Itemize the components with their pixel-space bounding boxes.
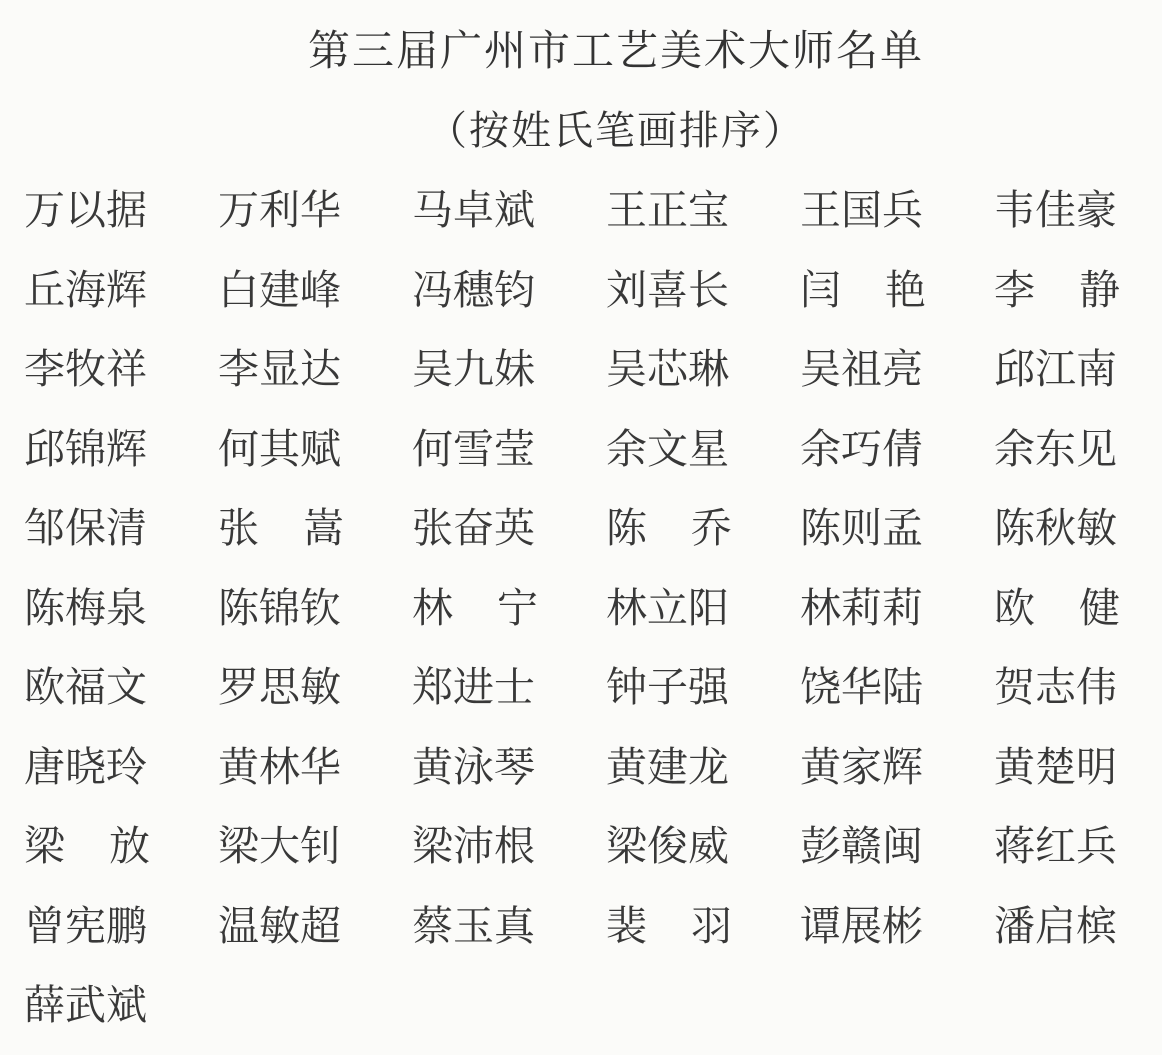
- name-entry: 蒋红兵: [994, 822, 1117, 870]
- name-entry: 黄泳琴: [412, 742, 535, 791]
- name-entry: 梁俊威: [606, 822, 729, 870]
- document-subtitle: （按姓氏笔画排序）: [427, 108, 805, 154]
- name-entry: 梁沛根: [412, 822, 535, 870]
- name-entry: 张 嵩: [218, 504, 344, 552]
- name-entry: 黄林华: [218, 742, 341, 791]
- name-entry: 王国兵: [800, 186, 923, 234]
- name-entry: 马卓斌: [412, 186, 535, 234]
- name-entry: 何雪莹: [412, 424, 535, 473]
- name-entry: 贺志伟: [994, 663, 1117, 711]
- name-entry: 唐晓玲: [24, 742, 147, 791]
- name-entry: 余巧倩: [800, 424, 923, 473]
- name-entry: 丘海辉: [24, 265, 147, 314]
- name-entry: 欧福文: [24, 663, 147, 711]
- name-entry: 潘启槟: [994, 901, 1117, 950]
- name-entry: 闫 艳: [800, 265, 926, 314]
- name-entry: 黄建龙: [606, 742, 729, 791]
- name-entry: 邱锦辉: [24, 424, 147, 473]
- name-entry: 邱江南: [994, 345, 1117, 393]
- name-entry: 白建峰: [218, 265, 341, 314]
- name-entry: 谭展彬: [800, 901, 923, 950]
- name-entry: 梁大钊: [218, 822, 341, 870]
- name-entry: 万利华: [218, 186, 341, 234]
- name-entry: 林莉莉: [800, 583, 923, 632]
- name-entry: 陈则孟: [800, 504, 923, 552]
- name-entry: 蔡玉真: [412, 901, 535, 950]
- name-entry: 曾宪鹏: [24, 901, 147, 950]
- name-entry: 彭赣闽: [800, 822, 923, 870]
- name-entry: 欧 健: [994, 583, 1120, 632]
- name-entry: 裴 羽: [606, 901, 732, 950]
- name-entry: 李 静: [994, 265, 1120, 314]
- name-entry: 钟子强: [606, 663, 729, 711]
- name-entry: 吴祖亮: [800, 345, 923, 393]
- name-entry: 余文星: [606, 424, 729, 473]
- name-entry: 林立阳: [606, 583, 729, 632]
- name-entry: 冯穗钧: [412, 265, 535, 314]
- name-entry: 邹保清: [24, 504, 147, 552]
- name-entry: 韦佳豪: [994, 186, 1117, 234]
- name-entry: 吴九妹: [412, 345, 535, 393]
- name-entry: 何其赋: [218, 424, 341, 473]
- name-entry: 罗思敏: [218, 663, 341, 711]
- name-entry: 林 宁: [412, 583, 538, 632]
- name-entry: 梁 放: [24, 822, 150, 870]
- name-entry: 薛武斌: [24, 981, 147, 1029]
- name-entry: 李显达: [218, 345, 341, 393]
- name-entry: 陈 乔: [606, 504, 732, 552]
- name-entry: 陈梅泉: [24, 583, 147, 632]
- name-entry: 万以据: [24, 186, 147, 234]
- name-entry: 陈秋敏: [994, 504, 1117, 552]
- name-list: [24, 180, 1144, 1055]
- name-entry: 郑进士: [412, 663, 535, 711]
- name-entry: 吴芯琳: [606, 345, 729, 393]
- name-entry: 李牧祥: [24, 345, 147, 393]
- name-entry: 温敏超: [218, 901, 341, 950]
- name-entry: 余东见: [994, 424, 1117, 473]
- name-entry: 刘喜长: [606, 265, 729, 314]
- name-entry: 王正宝: [606, 186, 729, 234]
- name-entry: 饶华陆: [800, 663, 923, 711]
- document-title: 第三届广州市工艺美术大师名单: [307, 26, 924, 75]
- name-entry: 黄楚明: [994, 742, 1117, 791]
- name-entry: 张奋英: [412, 504, 535, 552]
- name-entry: 黄家辉: [800, 742, 923, 791]
- name-entry: 陈锦钦: [218, 583, 341, 632]
